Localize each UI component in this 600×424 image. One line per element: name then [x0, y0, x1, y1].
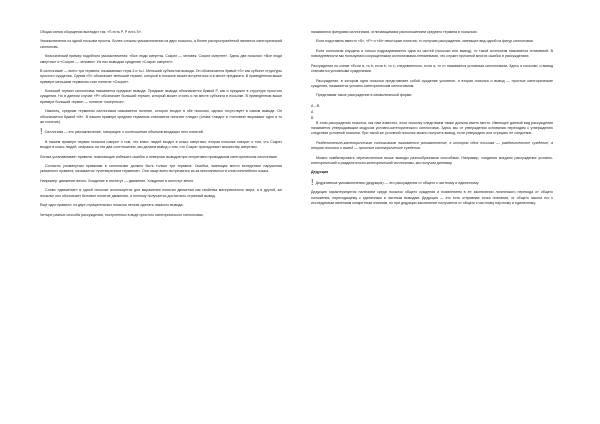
paragraph: В силлогизме — всего три термина, называемых терм-3 и тo-l. Меньший субъектом вывода. Он обозначается буквой «S» как субъект структуры простого суждения. Одним «S» обозначает меньший термин, который в посылке может встретиться и в месте предиката. В приведённом выше примере меньшим термином стал понятие «Сократ».	[40, 69, 282, 84]
definition-paragraph	[40, 129, 282, 135]
left-column	[40, 30, 282, 222]
definition-paragraph	[311, 177, 553, 187]
paragraph: Умозаключения из одной посылки просты. Более сложны умозаключения из двух посылок, а более распространённой является категорический силлогизм.	[40, 39, 282, 49]
paragraph: Четыре разных способа рассуждения, построенных в виде простого категорического силлогизма,	[40, 212, 204, 217]
exclamation-icon: !	[311, 177, 314, 187]
paragraph: Наконец, средним термином силлогизма называется понятие, которое входит в обе посылки, однако отсутствует в самом выводе. Он обозначается буквой «M». В нашем примере средним термином становится понятие «люди» (слова «люди» и «человек» выражают одно и то же понятие).	[40, 109, 282, 124]
paragraph: Если силлогизм опущена и только подразумевается одна из частей (посылки или вывод), то такой силлогизм называется энтимемой. В повседневности мы пользуемся сокращенными силлогизмами-энтимемами, что служит причиной многих ошибок в рассуждениях.	[311, 48, 553, 59]
right-column	[311, 30, 553, 210]
paragraph: Дедукция характеризуется наличием среди посылок общего суждения и появлением в ее заключении логического перехода от общего положения, переходящему к единичным и частным выводам. Дедукция — это есть отправная точка познания, от общего закона его к исследуемым явлениям конкретным знаниям, но при дедукции заключение получается от общего к частному научному и единичному.	[311, 190, 553, 205]
paragraph-text: Дедуктивные умозаключения (дедукция) — это рассуждения от общего к частному и единичному.	[315, 180, 480, 185]
section-heading: Дедукция	[311, 170, 329, 175]
paragraph: Если подставить вместо «S», «P» и «M» некоторые понятия, то получим рассуждение, имеющее вид одной из фигур силлогизма.	[316, 39, 534, 44]
formula-line: A→B	[311, 103, 320, 108]
paragraph: Рассуждение, в котором одна посылка представляет собой суждение условное, а вторая посылка и вывод — простые категорические суждения, называется условно-категорическим силлогизмом.	[311, 78, 553, 88]
paragraph: Больший термин силлогизма называется предикат вывода. Предикат вывода обозначается буквой P, как и предикат в структуре простого суждения. Но в данном случае «P» обозначает больший термин, который может стоять и на месте субъекта в посылке. В приведённом выше примере больший термин — понятие «смертные».	[40, 89, 282, 104]
paragraph: Разделительно-категорическим силлогизмом называется умозаключение, в котором одна посылка — разделительное суждение, а вторая посылка и вывод — простые категорические суждения.	[311, 140, 553, 151]
paragraph: Рассуждение по схеме «Если a, то b; если b, то c; следовательно, если a, то c» называется условным силлогизмом. Здесь и посылки, и вывод становятся условными суждениями.	[311, 63, 553, 74]
paragraph: Согласно упомянутым правилам в силлогизме должно быть только три термина. Ошибка, имеющая место вследствие нарушения указанного правила, называется «учетверением терминов». Она чаще всего встречается из-за многозначности слов понятийного языка.	[40, 164, 282, 174]
paragraph: Можно комбинировать перечисленные выше выводы разнообразными способами. Например, соединяя воедино рассуждения условно-категорический и разделительно-категорический силлогизмы, мы получим дилемму.	[311, 155, 553, 165]
paragraph: В этом рассуждении посылка, как нам известно, если посылку следствием также должна иметь место. Имеющее данный вид рассуждения называется утверждающим модусом условно-категорического силлогизма. Здесь мы от утверждения основания переходим к утверждению следствия условной посылки. При такой же условной посылке можно получить вывод, если утверждать или отрицать ее следствие.	[311, 120, 553, 136]
formula-line: A	[311, 109, 314, 114]
paragraph: называются фигурами силлогизма, отличающимися расположением среднего термина в посылках.	[311, 30, 478, 34]
paragraph: Логика устанавливает правила, помогающие избежать ошибок и неверных выводов при интуитивно проводимом категорическом силлогизме.	[40, 154, 278, 159]
paragraph: Слово «движение» в одной посылке используется для выражения понятия движения как свойства материального мира, а в другой, же посылке оно обозначает бытовое понятие движения, и поэтому получается достаточно странный вывод.	[40, 188, 282, 198]
paragraph: Ещё одно правило: из двух отрицательных посылок нельзя сделать никакого вывода.	[40, 203, 184, 208]
paragraph: Общая схема сборщения выглядит так: «S есть P, P есть S».	[40, 30, 142, 34]
paragraph: Классический пример подобного умозаключения: «Все люди смертны. Сократ — человек. Сократ смертен». Здесь две посылки: «Все люди смертны» и «Сократ — человек». Из них выводим суждение «Сократ смертен».	[40, 54, 282, 64]
paragraph: В нашем примере первая посылка говорит о том, что класс людей входит в класс смертных; вторая посылка говорит о том, что Сократ входит в класс людей, опираясь на эти два соотношения, мы делаем вывод о том, что Сократ принадлежит множеству смертных.	[40, 139, 282, 150]
formula-line: B	[311, 115, 314, 120]
paragraph: Представим такое рассуждение в символической форме:	[316, 93, 413, 98]
paragraph: Например: движение вечно. Хождение в институт — движение. Хождение в институт вечно.	[40, 178, 195, 183]
exclamation-icon: !	[40, 127, 43, 137]
paragraph-text: Силлогизм — это умозаключение, говорящее о соотношении объемов входящих него понятий.	[44, 130, 204, 135]
